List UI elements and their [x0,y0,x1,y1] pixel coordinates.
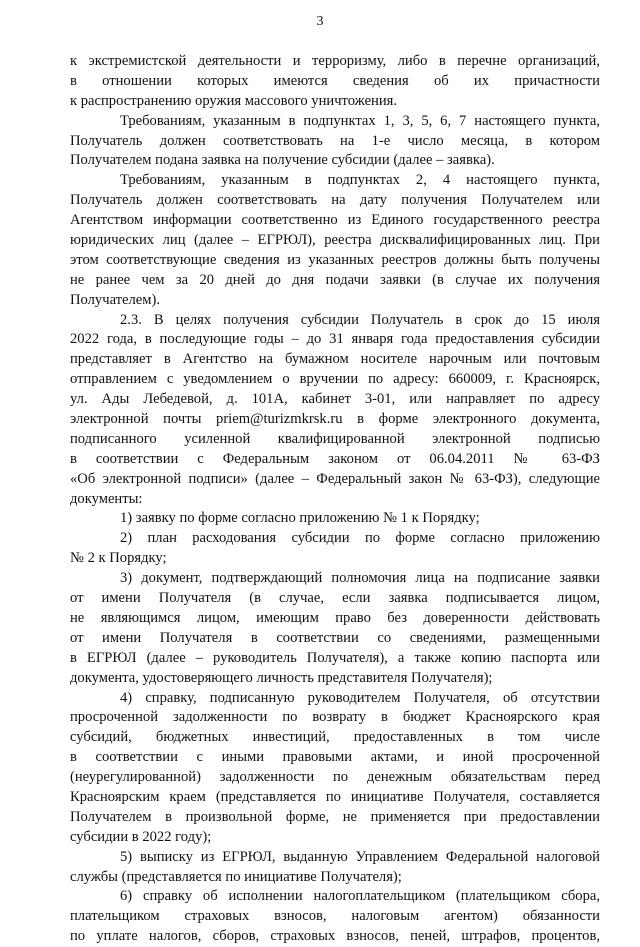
text-line: 2) план расходования субсидии по форме согласно приложению [120,530,600,547]
text-line: в ЕГРЮЛ (далее – руководитель Получателя), а также копию паспорта или [70,649,600,666]
text-line: 4) справку, подписанную руководителем Получателя, об отсутствии [120,689,600,706]
text-line: плательщиком страховых взносов, налоговым агентом) обязанности [70,908,600,925]
text-line: подписанного усиленной квалифицированной электронной подписью [70,430,600,447]
text-line: Получателем подана заявка на получение субсидии (далее – заявка). [70,152,495,169]
text-line: (неурегулированной) задолженности по денежным обязательствам перед [70,769,600,786]
text-line: электронной почты priem@turizmkrsk.ru в форме электронного документа, [70,411,600,428]
text-line: к распространению оружия массового уничтожения. [70,92,398,109]
text-line: субсидии в 2022 году); [70,828,212,845]
text-line: «Об электронной подписи» (далее – Федеральный закон № 63-ФЗ), следующие [70,470,600,487]
text-line: просроченной задолженности по возврату в бюджет Красноярского края [70,709,600,726]
text-line: Получатель должен соответствовать на дату получения Получателем или [70,192,600,209]
text-line: Требованиям, указанным в подпунктах 1, 3, 5, 6, 7 настоящего пункта, [120,112,600,129]
text-line: службы (представляется по инициативе Получателя); [70,868,402,885]
text-line: 3) документ, подтверждающий полномочия лица на подписание заявки [120,570,600,587]
text-line: не ранее чем за 20 дней до дня подачи заявки (в случае их получения [70,271,600,288]
text-line: 5) выписку из ЕГРЮЛ, выданную Управлением Федеральной налоговой [120,848,600,865]
text-line: к экстремистской деятельности и терроризму, либо в перечне организаций, [70,53,600,69]
text-line: 2022 года, в последующие годы – до 31 января года предоставления субсидии [70,331,600,348]
text-line: Получателем). [70,291,161,308]
page-number: 3 [316,14,324,29]
text-line: документа, удостоверяющего личность представителя Получателя); [70,669,493,686]
text-line: от имени Получателя в соответствии со сведениями, размещенными [70,629,600,646]
text-line: Получатель должен соответствовать на 1-е число месяца, в котором [70,132,600,149]
text-line: по уплате налогов, сборов, страховых взносов, пеней, штрафов, процентов, [70,928,600,945]
text-line: Требованиям, указанным в подпунктах 2, 4 настоящего пункта, [120,172,600,189]
text-line: от имени Получателя (в случае, если заявка подписывается лицом, [70,590,600,607]
text-line: в отношении которых имеются сведения об их причастности [70,72,600,89]
text-line: документы: [70,490,143,507]
text-line: юридических лиц (далее – ЕГРЮЛ), реестра дисквалифицированных лиц. При [70,232,600,249]
text-line: Агентством информации соответственно из Единого государственного реестра [70,212,600,229]
text-line: не являющимся лицом, имеющим право без доверенности действовать [70,609,600,626]
document-body [70,52,600,947]
text-line: субсидий, бюджетных инвестиций, предоставленных в том числе [70,729,600,746]
text-line: этом соответствующие сведения из указанных реестров должны быть получены [70,251,600,268]
text-line: № 2 к Порядку; [70,550,167,567]
text-line: отправлением с уведомлением о вручении по адресу: 660009, г. Красноярск, [70,371,600,388]
text-line: 6) справку об исполнении налогоплательщиком (плательщиком сбора, [120,888,600,905]
text-line: 2.3. В целях получения субсидии Получатель в срок до 15 июля [120,311,600,328]
text-line: Красноярским краем (представляется по инициативе Получателя, составляется [70,788,600,805]
text-line: в соответствии с Федеральным законом от 06.04.2011 № 63-ФЗ [70,450,600,467]
text-line: 1) заявку по форме согласно приложению № 1 к Порядку; [120,510,480,527]
text-line: в соответствии с иными правовыми актами, и иной просроченной [70,749,600,766]
text-line: Получателем в произвольной форме, не применяется при предоставлении [70,808,600,825]
text-line: ул. Ады Лебедевой, д. 101А, кабинет 3-01, или направляет по адресу [70,391,600,408]
text-line: представляет в Агентство на бумажном носителе нарочным или почтовым [70,351,600,368]
